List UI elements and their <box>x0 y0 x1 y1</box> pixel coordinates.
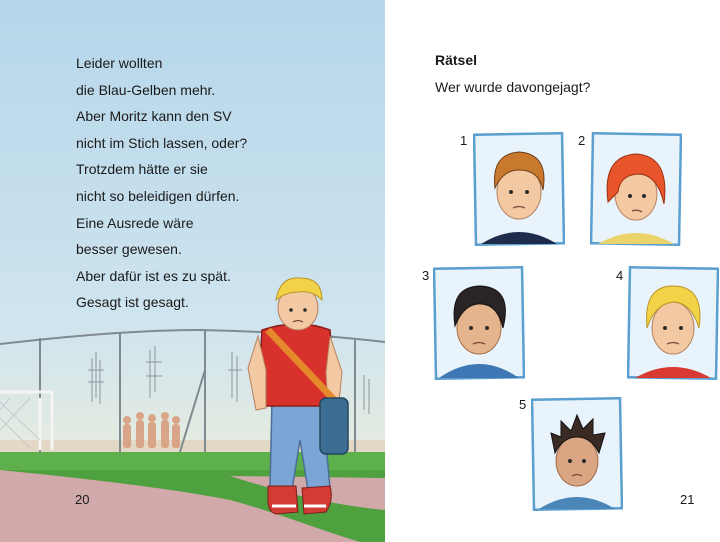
story-line: Trotzdem hätte er sie <box>76 161 208 178</box>
portrait-option-3[interactable] <box>433 266 525 380</box>
story-line: nicht im Stich lassen, oder? <box>76 134 248 151</box>
page-number-left: 20 <box>75 492 90 507</box>
option-number-1: 1 <box>460 133 468 148</box>
page-number-right: 21 <box>680 492 695 507</box>
story-line: Eine Ausrede wäre <box>76 214 194 231</box>
story-line: Gesagt ist gesagt. <box>76 294 189 311</box>
right-page <box>385 0 720 542</box>
option-number-3: 3 <box>422 268 430 283</box>
story-line: nicht so beleidigen dürfen. <box>76 187 240 204</box>
option-number-2: 2 <box>578 133 586 148</box>
story-line: besser gewesen. <box>76 241 182 258</box>
portrait-option-5[interactable] <box>531 397 623 511</box>
portrait-option-4[interactable] <box>627 266 719 380</box>
story-line: die Blau-Gelben mehr. <box>76 81 216 98</box>
portrait-option-1[interactable] <box>473 132 565 246</box>
story-text <box>76 50 336 316</box>
option-number-4: 4 <box>616 268 624 283</box>
option-number-5: 5 <box>519 397 527 412</box>
story-line: Aber Moritz kann den SV <box>76 108 232 125</box>
story-line: Aber dafür ist es zu spät. <box>76 267 231 284</box>
portrait-option-2[interactable] <box>590 132 682 246</box>
riddle-question: Wer wurde davongejagt? <box>435 79 591 95</box>
riddle-title: Rätsel <box>435 52 478 68</box>
story-line: Leider wollten <box>76 55 163 71</box>
